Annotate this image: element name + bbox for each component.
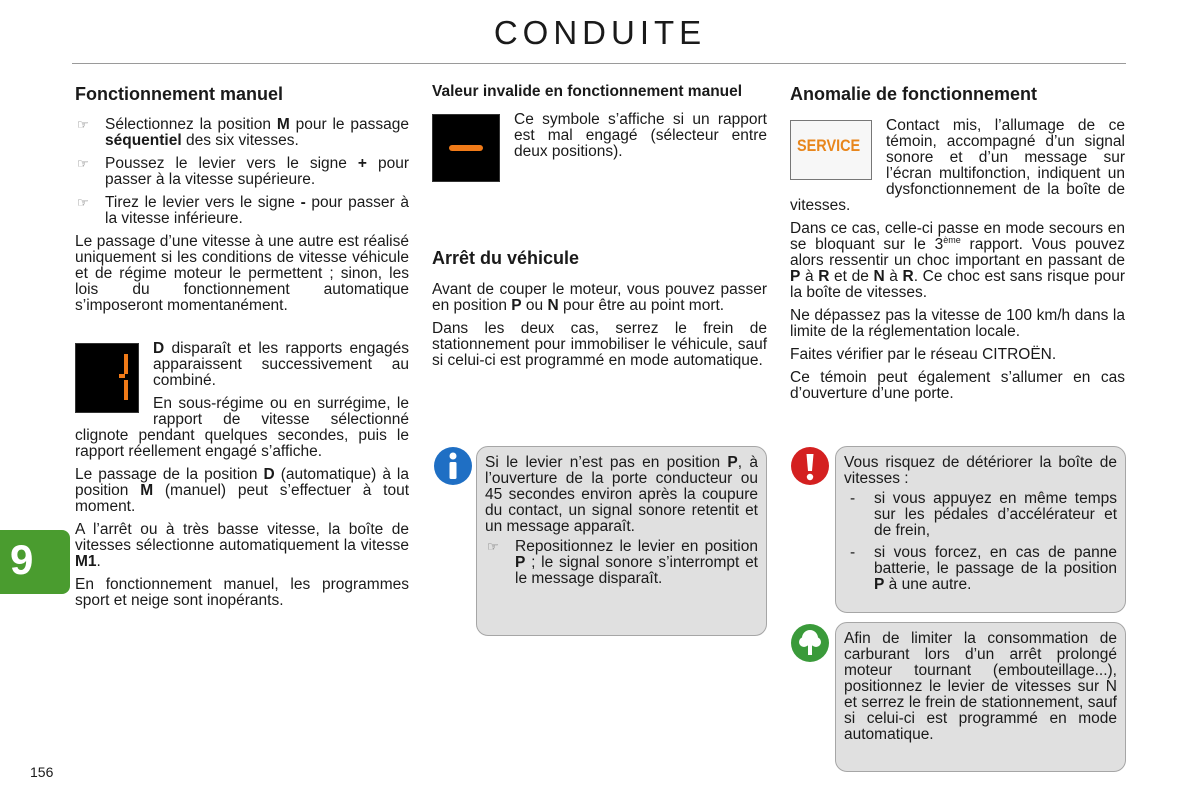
note-text: Afin de limiter la consommation de carburant lors d’un arrêt prolongé moteur tournant (embouteillage...), positionnez le levier de vitesses sur N et serrez le frein de stationnement, sauf si celui-ci est programmé en mode automatique. <box>844 630 1117 743</box>
bullet-text: ; le signal sonore s’interrompt et le message disparaît. <box>515 554 758 587</box>
invalid-gear-icon <box>432 114 500 182</box>
dash-item <box>844 545 1117 593</box>
pointing-hand-icon: ☞ <box>77 117 89 132</box>
info-icon <box>434 447 472 485</box>
note-text-part: , à l’ouverture de la porte conducteur ou 45 secondes environ après la coupure du contact, un signal sonore retentit et un message apparaît. <box>485 454 758 535</box>
chapter-tab <box>0 530 70 594</box>
paragraph: Contact mis, l’allumage de ce témoin, accompagné d’un signal sonore et d’un message sur l’écran multifonction, indiquent un dysfonctionnement de la boîte de vitesses. <box>790 117 1125 214</box>
bold-text: séquentiel <box>105 132 182 149</box>
superscript: ème <box>943 234 961 245</box>
paragraph-text: ou <box>521 297 548 314</box>
paragraph: En sous-régime ou en surrégime, le rapport de vitesse sélectionné clignote pendant quelques secondes, puis le rapport réellement engagé s’affiche. <box>75 395 409 460</box>
dash-text: si vous forcez, en cas de panne batterie, le passage de la position <box>874 544 1117 577</box>
bullet-text: Repositionnez le levier en position <box>515 538 758 555</box>
bold-text: - <box>300 194 306 211</box>
bold-text: + <box>357 155 367 172</box>
dash-marker: - <box>850 544 856 561</box>
bullet-text: Sélectionnez la position <box>105 116 277 133</box>
paragraph-text: . <box>96 553 101 570</box>
paragraph-text: à <box>884 268 903 285</box>
paragraph: Ne dépassez pas la vitesse de 100 km/h dans la limite de la réglementation locale. <box>790 307 1125 340</box>
pointing-hand-icon: ☞ <box>77 156 89 171</box>
paragraph-text: A l’arrêt ou à très basse vitesse, la boîte de vitesses sélectionne automatiquement la vitesse <box>75 521 409 554</box>
column-right <box>790 84 1125 409</box>
bold-text: M <box>140 482 154 499</box>
bold-text: N <box>547 297 559 314</box>
pointing-hand-icon: ☞ <box>77 195 89 210</box>
bullet-text: Tirez le levier vers le signe <box>105 194 301 211</box>
service-warning-icon <box>790 120 872 180</box>
paragraph-text: Dans ce cas, celle-ci passe en mode secours en se bloquant sur le 3 <box>790 220 1125 253</box>
paragraph <box>75 467 409 515</box>
gear-display-icon <box>75 343 139 413</box>
header-divider <box>72 63 1126 64</box>
bold-text: D <box>153 340 165 357</box>
paragraph: Le passage d’une vitesse à une autre est réalisé uniquement si les conditions de vitesse véhicule et de régime moteur le permettent ; sinon, les lois du fonctionnement automatique s’imposeront momentanément. <box>75 233 409 314</box>
bold-text: M1 <box>75 553 97 570</box>
paragraph-text: (automatique) à la position <box>75 466 409 499</box>
section-title-stop: Arrêt du véhicule <box>432 248 580 268</box>
paragraph: En fonctionnement manuel, les programmes sport et neige sont inopérants. <box>75 576 409 609</box>
note-text-part: Si le levier n’est pas en position <box>485 454 728 471</box>
bullet-text: Poussez le levier vers le signe <box>105 155 358 172</box>
pointing-hand-icon: ☞ <box>487 539 499 554</box>
bullet-item <box>75 117 409 149</box>
paragraph: Faites vérifier par le réseau CITROËN. <box>790 346 1057 363</box>
note-text: Vous risquez de détériorer la boîte de vitesses : <box>844 454 1117 487</box>
dash-text: si vous appuyez en même temps sur les pédales d’accélérateur et de frein, <box>874 490 1117 539</box>
dash-marker: - <box>850 490 856 507</box>
bold-text: M <box>276 116 290 133</box>
bullet-text: pour passer à la vitesse inférieure. <box>105 194 409 227</box>
bold-text: P <box>727 454 738 471</box>
warning-note <box>835 446 1126 613</box>
paragraph: Dans les deux cas, serrez le frein de stationnement pour immobiliser le véhicule, sauf si celui-ci est programmé en mode automatique. <box>432 320 767 369</box>
column-left <box>75 84 409 616</box>
bullet-item <box>485 539 758 587</box>
paragraph-text: Le passage de la position <box>75 466 264 483</box>
bold-text: P <box>515 554 526 571</box>
warning-icon <box>791 447 829 485</box>
note-text <box>485 455 758 535</box>
bullet-item <box>75 195 409 227</box>
page-header-title: CONDUITE <box>493 14 707 51</box>
bullet-item <box>75 156 409 188</box>
paragraph-text: (manuel) peut s’effectuer à tout moment. <box>75 482 410 515</box>
eco-tree-icon <box>791 624 829 662</box>
paragraph: Ce témoin peut également s’allumer en cas d’ouverture d’une porte. <box>790 369 1125 402</box>
paragraph-text: . Ce choc est sans risque pour la boîte de vitesses. <box>790 268 1126 301</box>
section-title-invalid: Valeur invalide en fonctionnement manuel <box>432 83 743 100</box>
bullet-text: pour passer à la vitesse supérieure. <box>105 155 409 188</box>
paragraph-text: pour être au point mort. <box>558 297 725 314</box>
bold-text: R <box>818 268 830 285</box>
paragraph-text: à <box>800 268 819 285</box>
paragraph: Ce symbole s’affiche si un rapport est mal engagé (sélecteur entre deux positions). <box>514 111 767 160</box>
dash-item <box>844 491 1117 539</box>
bullet-text: pour le passage <box>289 116 409 133</box>
paragraph <box>432 282 767 314</box>
bold-text: R <box>902 268 914 285</box>
page-number: 156 <box>30 764 54 780</box>
bullet-text: des six vitesses. <box>181 132 299 149</box>
paragraph-text: disparaît et les rapports engagés apparaissent successivement au combiné. <box>153 340 409 389</box>
paragraph <box>75 522 409 570</box>
service-label: SERVICE <box>797 136 861 155</box>
section-title-anomaly: Anomalie de fonctionnement <box>790 84 1038 104</box>
bold-text: P <box>790 268 801 285</box>
bold-text: P <box>874 576 885 593</box>
section-title-manual: Fonctionnement manuel <box>75 84 284 104</box>
bold-text: P <box>511 297 522 314</box>
paragraph <box>790 221 1125 301</box>
column-middle <box>432 84 767 376</box>
chapter-number: 9 <box>10 536 34 583</box>
bold-text: D <box>263 466 275 483</box>
dash-text: à une autre. <box>884 576 972 593</box>
bold-text: N <box>873 268 885 285</box>
paragraph-text: Avant de couper le moteur, vous pouvez passer en position <box>432 281 767 314</box>
info-note <box>476 446 767 636</box>
paragraph-text: rapport. Vous pouvez alors ressentir un choc important en passant de <box>790 236 1125 269</box>
eco-note <box>835 622 1126 772</box>
paragraph-text: et de <box>829 268 874 285</box>
